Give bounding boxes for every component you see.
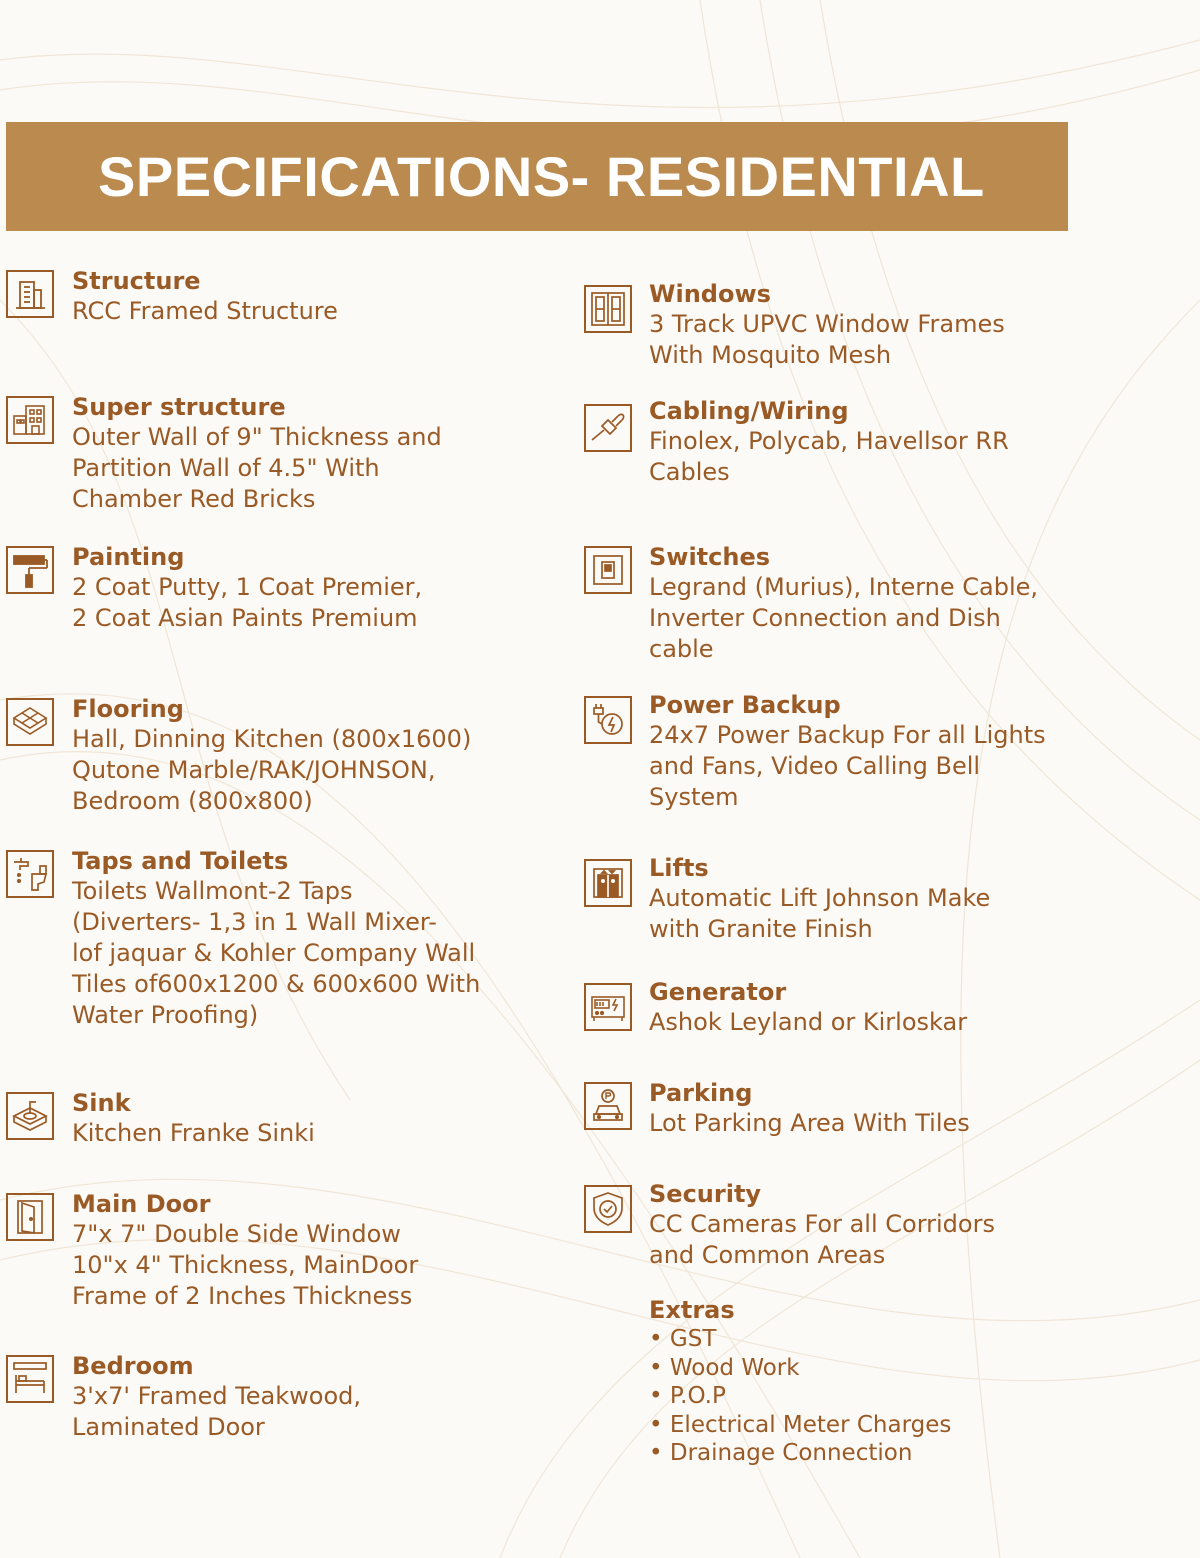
spec-line: Legrand (Murius), Interne Cable, — [649, 573, 1039, 601]
parking-car-icon — [584, 1082, 632, 1130]
spec-title: Windows — [649, 280, 771, 308]
spec-line: Frame of 2 Inches Thickness — [72, 1282, 413, 1310]
spec-line: Ashok Leyland or Kirloskar — [649, 1008, 968, 1036]
spec-line: lof jaquar & Kohler Company Wall — [72, 939, 476, 967]
spec-line: Partition Wall of 4.5" With — [72, 454, 380, 482]
spec-line: 2 Coat Asian Paints Premium — [72, 604, 418, 632]
door-icon — [6, 1193, 54, 1241]
spec-title: Cabling/Wiring — [649, 397, 849, 425]
spec-line: Outer Wall of 9" Thickness and — [72, 423, 442, 451]
spec-line: 7"x 7" Double Side Window — [72, 1220, 401, 1248]
spec-line: Chamber Red Bricks — [72, 485, 316, 513]
brick-building-icon — [6, 396, 54, 444]
spec-line: Tiles of600x1200 & 600x600 With — [72, 970, 481, 998]
spec-line: 3 Track UPVC Window Frames — [649, 310, 1005, 338]
spec-line: and Common Areas — [649, 1241, 886, 1269]
spec-title: Power Backup — [649, 691, 841, 719]
spec-line: Water Proofing) — [72, 1001, 259, 1029]
spec-line: 2 Coat Putty, 1 Coat Premier, — [72, 573, 423, 601]
spec-line: (Diverters- 1,3 in 1 Wall Mixer- — [72, 908, 437, 936]
window-icon — [584, 285, 632, 333]
power-plug-icon — [584, 696, 632, 744]
generator-icon — [584, 983, 632, 1031]
cable-icon — [584, 404, 632, 452]
title-banner — [6, 122, 1068, 231]
spec-line: Automatic Lift Johnson Make — [649, 884, 991, 912]
spec-line: Toilets Wallmont-2 Taps — [72, 877, 353, 905]
spec-line: with Granite Finish — [649, 915, 873, 943]
extras-section — [649, 1295, 951, 1468]
spec-title: Sink — [72, 1089, 131, 1117]
extras-item: • P.O.P — [649, 1382, 951, 1411]
spec-line: Kitchen Franke Sinki — [72, 1119, 315, 1147]
spec-title: Generator — [649, 978, 787, 1006]
spec-line: System — [649, 783, 739, 811]
spec-line: 24x7 Power Backup For all Lights — [649, 721, 1046, 749]
spec-line: Qutone Marble/RAK/JOHNSON, — [72, 756, 436, 784]
switch-icon — [584, 546, 632, 594]
tap-toilet-icon — [6, 850, 54, 898]
paint-roller-icon — [6, 546, 54, 594]
spec-title: Lifts — [649, 854, 709, 882]
extras-item: • Drainage Connection — [649, 1439, 951, 1468]
spec-title: Taps and Toilets — [72, 847, 289, 875]
bed-icon — [6, 1355, 54, 1403]
spec-line: RCC Framed Structure — [72, 297, 338, 325]
spec-title: Switches — [649, 543, 771, 571]
spec-line: CC Cameras For all Corridors — [649, 1210, 995, 1238]
extras-item: • Electrical Meter Charges — [649, 1411, 951, 1440]
spec-line: With Mosquito Mesh — [649, 341, 892, 369]
spec-line: Inverter Connection and Dish — [649, 604, 1001, 632]
extras-item: • Wood Work — [649, 1354, 951, 1383]
spec-title: Flooring — [72, 695, 184, 723]
spec-title: Super structure — [72, 393, 286, 421]
elevator-icon — [584, 859, 632, 907]
spec-title: Painting — [72, 543, 185, 571]
spec-title: Main Door — [72, 1190, 211, 1218]
shield-check-icon — [584, 1185, 632, 1233]
spec-line: and Fans, Video Calling Bell — [649, 752, 981, 780]
spec-line: Laminated Door — [72, 1413, 265, 1441]
spec-line: 10"x 4" Thickness, MainDoor — [72, 1251, 419, 1279]
sink-icon — [6, 1092, 54, 1140]
spec-title: Structure — [72, 267, 201, 295]
spec-line: cable — [649, 635, 714, 663]
spec-line: 3'x7' Framed Teakwood, — [72, 1382, 362, 1410]
building-icon — [6, 270, 54, 318]
page-title: SPECIFICATIONS- RESIDENTIAL — [98, 145, 985, 208]
spec-line: Hall, Dinning Kitchen (800x1600) — [72, 725, 472, 753]
spec-line: Cables — [649, 458, 730, 486]
extras-item: • GST — [649, 1325, 951, 1354]
spec-title: Parking — [649, 1079, 753, 1107]
spec-line: Lot Parking Area With Tiles — [649, 1109, 970, 1137]
spec-title: Bedroom — [72, 1352, 194, 1380]
spec-line: Finolex, Polycab, Havellsor RR — [649, 427, 1009, 455]
extras-title: Extras — [649, 1296, 735, 1324]
spec-title: Security — [649, 1180, 762, 1208]
floor-tiles-icon — [6, 698, 54, 746]
extras-list — [649, 1325, 951, 1468]
spec-line: Bedroom (800x800) — [72, 787, 313, 815]
